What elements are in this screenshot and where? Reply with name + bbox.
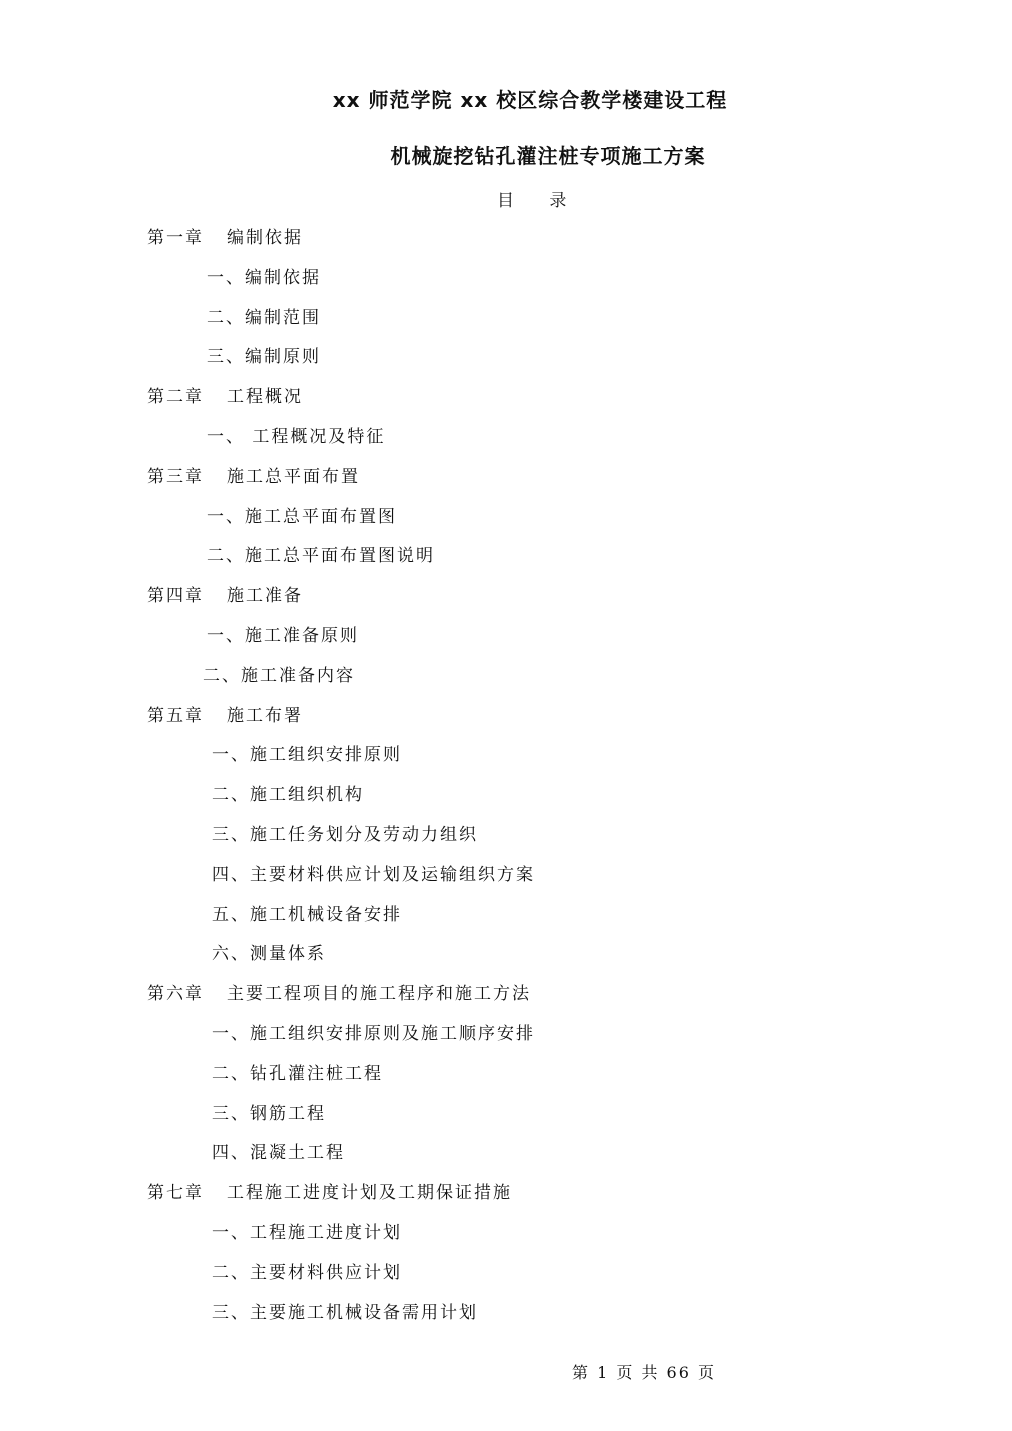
document-title-line2: 机械旋挖钻孔灌注桩专项施工方案 — [390, 144, 706, 168]
chapter-label: 第七章 — [147, 1183, 204, 1203]
toc-section: 一、编制依据 — [207, 268, 321, 288]
chapter-title: 施工总平面布置 — [227, 467, 360, 487]
toc-chapter — [147, 465, 360, 489]
chapter-title: 编制依据 — [227, 228, 303, 248]
toc-chapter — [147, 226, 303, 250]
toc-section: 三、主要施工机械设备需用计划 — [212, 1303, 478, 1323]
toc-section: 三、编制原则 — [207, 347, 321, 367]
toc-section: 六、测量体系 — [212, 944, 326, 964]
toc-chapter — [147, 1181, 512, 1205]
document-title-line1: xx 师范学院 xx 校区综合教学楼建设工程 — [332, 88, 728, 112]
chapter-title: 施工准备 — [227, 586, 303, 606]
toc-section: 四、主要材料供应计划及运输组织方案 — [212, 865, 535, 885]
toc-section: 一、施工组织安排原则 — [212, 745, 402, 765]
toc-heading: 目 录 — [497, 191, 567, 211]
chapter-label: 第五章 — [147, 706, 204, 726]
toc-section: 二、施工准备内容 — [203, 666, 355, 686]
chapter-title: 工程施工进度计划及工期保证措施 — [227, 1183, 512, 1203]
toc-section: 三、施工任务划分及劳动力组织 — [212, 825, 478, 845]
chapter-label: 第二章 — [147, 387, 204, 407]
toc-section: 一、施工准备原则 — [207, 626, 359, 646]
chapter-label: 第四章 — [147, 586, 204, 606]
toc-section: 一、施工组织安排原则及施工顺序安排 — [212, 1024, 535, 1044]
toc-chapter — [147, 982, 531, 1006]
toc-section: 二、施工总平面布置图说明 — [207, 546, 435, 566]
toc-chapter — [147, 385, 303, 409]
chapter-title: 施工布署 — [227, 706, 303, 726]
toc-section: 五、施工机械设备安排 — [212, 905, 402, 925]
toc-section: 三、钢筋工程 — [212, 1104, 326, 1124]
toc-section: 二、施工组织机构 — [212, 785, 364, 805]
chapter-label: 第六章 — [147, 984, 204, 1004]
chapter-title: 工程概况 — [227, 387, 303, 407]
toc-section: 二、主要材料供应计划 — [212, 1263, 402, 1283]
toc-section: 二、编制范围 — [207, 308, 321, 328]
chapter-title: 主要工程项目的施工程序和施工方法 — [227, 984, 531, 1004]
toc-section: 二、钻孔灌注桩工程 — [212, 1064, 383, 1084]
toc-chapter — [147, 704, 303, 728]
chapter-label: 第一章 — [147, 228, 204, 248]
toc-section: 一、工程施工进度计划 — [212, 1223, 402, 1243]
page-footer: 第 1 页 共 66 页 — [572, 1363, 716, 1382]
toc-chapter — [147, 584, 303, 608]
toc-section: 四、混凝土工程 — [212, 1143, 345, 1163]
chapter-label: 第三章 — [147, 467, 204, 487]
toc-section: 一、 工程概况及特征 — [207, 427, 386, 447]
toc-section: 一、施工总平面布置图 — [207, 507, 397, 527]
